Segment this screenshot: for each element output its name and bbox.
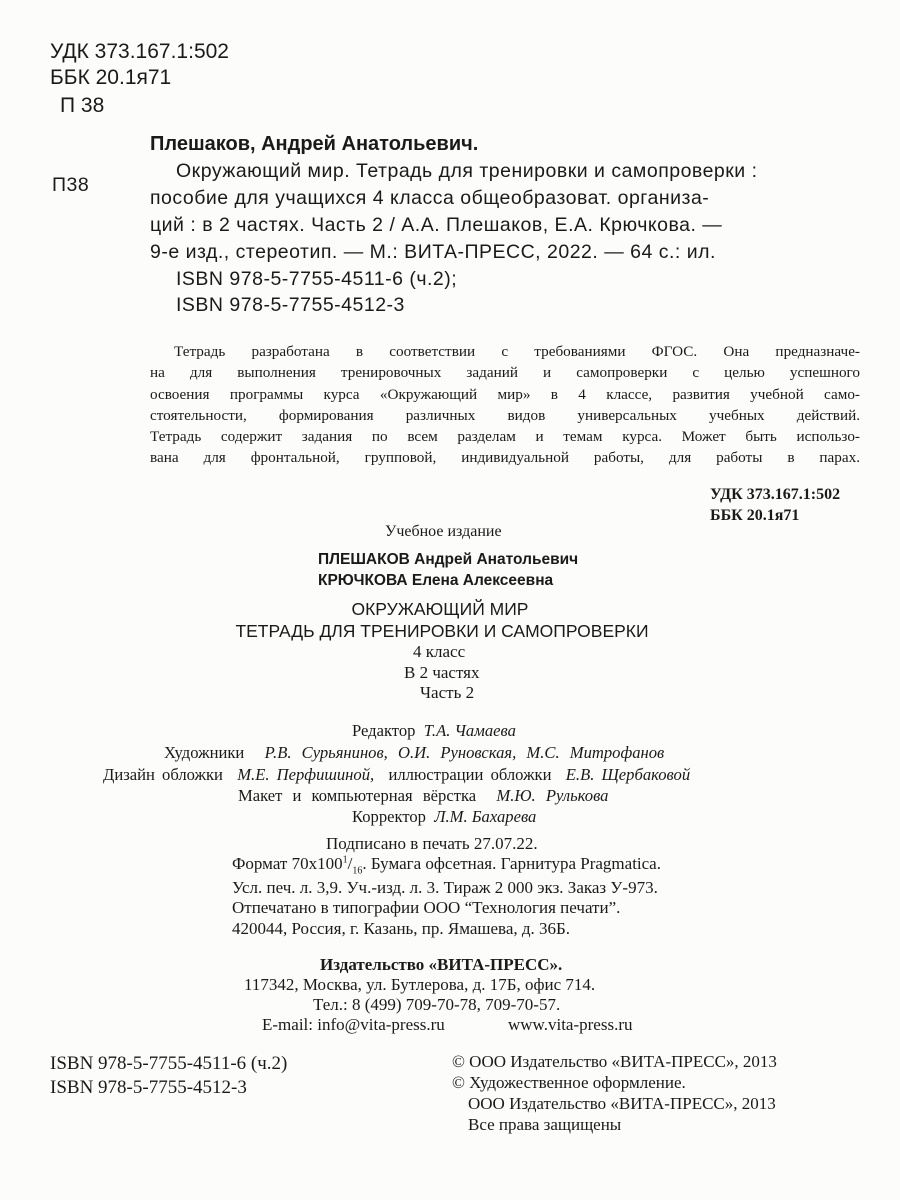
publisher-name: Издательство «ВИТА-ПРЕСС». [320, 955, 563, 974]
format-line: Формат $70x100^1/_{16}$. Бумага офсетная. Гарнитура Pragmatica. [232, 854, 661, 877]
proof-credit [352, 807, 536, 827]
annotation-line: Тетрадь содержит задания по всем разделам и темам курса. Может быть использо- [150, 428, 860, 446]
format-denominator: 16 [352, 865, 363, 877]
cover-label: Дизайн обложки [103, 765, 223, 784]
copyright-art-holder: ООО Издательство «ВИТА-ПРЕСС», 2013 [468, 1094, 776, 1113]
format-numerator: 1 [342, 854, 348, 866]
printed-line: Отпечатано в типографии ООО “Технология печати”. [232, 898, 621, 917]
part-number: Часть 2 [420, 683, 475, 702]
bbk-code-right: ББК 20.1я71 [710, 507, 800, 524]
annotation-line: Тетрадь разработана в соответствии с требованиями ФГОС. Она предназначе- [174, 343, 860, 360]
format-suffix: . Бумага офсетная. Гарнитура Pragmatica. [362, 854, 661, 873]
author-mark: П 38 [60, 94, 105, 117]
proof-name: Л.М. Бахарева [434, 807, 537, 826]
bottom-isbn-1: ISBN 978-5-7755-4511-6 (ч.2) [50, 1053, 288, 1074]
udk-code-right: УДК 373.167.1:502 [710, 486, 841, 503]
bib-line: пособие для учащихся 4 класса общеобразоват. организа- [150, 187, 710, 209]
author-mark-side: П38 [52, 174, 90, 196]
layout-label: Макет и компьютерная вёрстка [238, 786, 477, 805]
cover-credit [103, 765, 690, 785]
cover-illustrator: Е.В. Щербаковой [565, 765, 691, 784]
annotation-line: на для выполнения тренировочных заданий и самопроверки с целью успешного [150, 364, 860, 382]
editor-name: Т.А. Чамаева [423, 721, 516, 740]
editor-label: Редактор [352, 721, 416, 740]
parts-count: В 2 частях [404, 663, 480, 682]
cover-ill-label: иллюстрации обложки [388, 765, 552, 784]
signed-date: Подписано в печать 27.07.22. [326, 834, 538, 853]
artists-names: Р.В. Сурьянинов, О.И. Руновская, М.С. Митрофанов [264, 743, 665, 762]
proof-label: Корректор [352, 807, 426, 826]
author-2: КРЮЧКОВА Елена Алексеевна [318, 572, 554, 589]
isbn-line: ISBN 978-5-7755-4511-6 (ч.2); [176, 268, 458, 290]
publisher-phone: Тел.: 8 (499) 709-70-78, 709-70-57. [313, 995, 561, 1014]
book-title: ОКРУЖАЮЩИЙ МИР [351, 599, 529, 619]
bib-line: ций : в 2 частях. Часть 2 / А.А. Плешаков, Е.А. Крючкова. — [150, 214, 723, 236]
rights-reserved: Все права защищены [468, 1115, 622, 1134]
printer-address: 420044, Россия, г. Казань, пр. Ямашева, д. 36Б. [232, 919, 571, 938]
book-subtitle: ТЕТРАДЬ ДЛЯ ТРЕНИРОВКИ И САМОПРОВЕРКИ [235, 621, 649, 641]
copyright-publisher: © ООО Издательство «ВИТА-ПРЕСС», 2013 [452, 1052, 777, 1071]
publisher-address: 117342, Москва, ул. Бутлерова, д. 17Б, офис 714. [244, 975, 596, 994]
bib-line: 9-е изд., стереотип. — М.: ВИТА-ПРЕСС, 2022. — 64 с.: ил. [150, 241, 716, 263]
bib-line: Окружающий мир. Тетрадь для тренировки и самопроверки : [176, 160, 758, 182]
layout-name: М.Ю. Рулькова [496, 786, 609, 805]
artists-credit [164, 743, 664, 763]
sheets-line: Усл. печ. л. 3,9. Уч.-изд. л. 3. Тираж 2 000 экз. Заказ У-973. [232, 878, 658, 897]
annotation-line: стоятельности, формирования различных видов универсальных учебных действий. [150, 406, 860, 424]
annotation-line: вана для фронтальной, групповой, индивидуальной работы, для работы в парах. [150, 449, 860, 467]
layout-credit [238, 786, 608, 806]
annotation [150, 341, 860, 469]
author-heading: Плешаков, Андрей Анатольевич. [150, 133, 479, 155]
author-1: ПЛЕШАКОВ Андрей Анатольевич [318, 551, 579, 568]
copyright-art: © Художественное оформление. [452, 1073, 686, 1092]
editor-credit [352, 721, 516, 741]
grade: 4 класс [413, 642, 466, 661]
annotation-line: освоения программы курса «Окружающий мир» в 4 классе, развития учебной само- [150, 385, 860, 403]
publisher-website: www.vita-press.ru [508, 1015, 633, 1034]
bbk-code: ББК 20.1я71 [50, 66, 172, 89]
publisher-email: E-mail: info@vita-press.ru [262, 1015, 445, 1034]
bottom-isbn-2: ISBN 978-5-7755-4512-3 [50, 1077, 247, 1098]
isbn-line: ISBN 978-5-7755-4512-3 [176, 294, 405, 316]
udk-code: УДК 373.167.1:502 [50, 40, 229, 63]
format-prefix: Формат 70x100 [232, 854, 343, 873]
edition-type: Учебное издание [385, 523, 502, 540]
artists-label: Художники [164, 743, 245, 762]
cover-designer: М.Е. Перфишиной, [237, 765, 375, 784]
